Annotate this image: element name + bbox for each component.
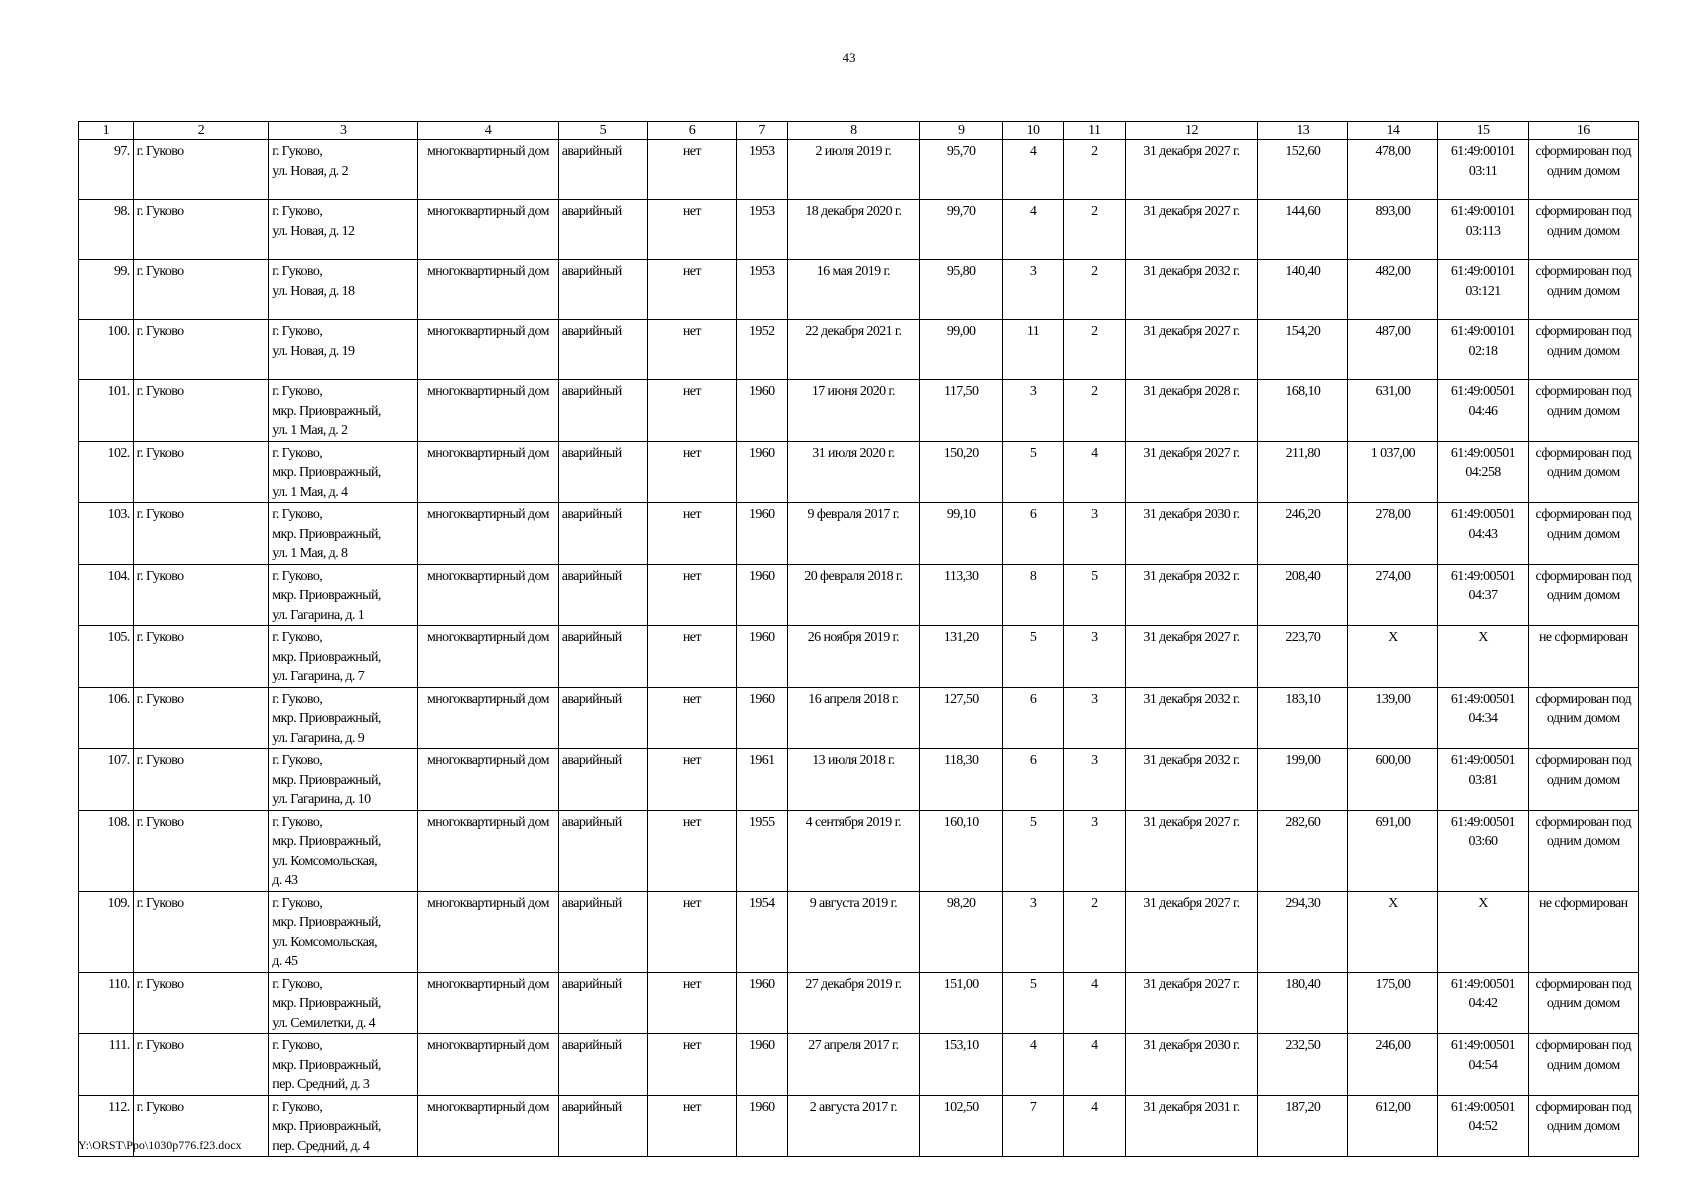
building-type-cell: многоквартирный дом (418, 320, 559, 380)
page-number: 43 (842, 50, 856, 65)
recognition-date-cell: 13 июля 2018 г. (787, 749, 920, 811)
deadline-cell: 31 декабря 2027 г. (1125, 441, 1258, 503)
table-row (79, 564, 1639, 626)
table-row (79, 1034, 1639, 1096)
column-header: 10 (1003, 122, 1064, 140)
address-cell: г. Гуково, мкр. Приовражный, ул. Гагарина, д. 10 (269, 749, 418, 811)
condition-cell: аварийный (558, 200, 647, 260)
col14-cell: 893,00 (1348, 200, 1438, 260)
condition-cell: аварийный (558, 810, 647, 891)
deadline-cell: 31 декабря 2030 г. (1125, 503, 1258, 565)
col14-cell: 139,00 (1348, 687, 1438, 749)
city-cell: г. Гуково (133, 503, 269, 565)
building-type-cell: многоквартирный дом (418, 749, 559, 811)
table-row (79, 972, 1639, 1034)
col9-cell: 150,20 (920, 441, 1003, 503)
col11-cell: 3 (1063, 503, 1125, 565)
row-number: 106. (79, 687, 134, 749)
col10-cell: 4 (1003, 200, 1064, 260)
table-row (79, 503, 1639, 565)
deadline-cell: 31 декабря 2027 г. (1125, 810, 1258, 891)
col14-cell: 478,00 (1348, 140, 1438, 200)
col11-cell: 4 (1063, 441, 1125, 503)
row-number: 105. (79, 626, 134, 688)
cadastral-number-cell: 61:49:00501 04:258 (1438, 441, 1528, 503)
address-cell: г. Гуково, ул. Новая, д. 19 (269, 320, 418, 380)
col14-cell: 600,00 (1348, 749, 1438, 811)
row-number: 110. (79, 972, 134, 1034)
table-row (79, 749, 1639, 811)
city-cell: г. Гуково (133, 1095, 269, 1157)
cadastral-number-cell: 61:49:00501 04:34 (1438, 687, 1528, 749)
year-cell: 1960 (736, 687, 787, 749)
city-cell: г. Гуково (133, 140, 269, 200)
land-status-cell: сформирован под одним домом (1528, 320, 1638, 380)
col10-cell: 7 (1003, 1095, 1064, 1157)
col6-cell: нет (647, 1095, 736, 1157)
col9-cell: 95,70 (920, 140, 1003, 200)
col14-cell: 246,00 (1348, 1034, 1438, 1096)
col10-cell: 11 (1003, 320, 1064, 380)
col10-cell: 4 (1003, 1034, 1064, 1096)
col6-cell: нет (647, 626, 736, 688)
column-header: 2 (133, 122, 269, 140)
row-number: 109. (79, 891, 134, 972)
col11-cell: 2 (1063, 380, 1125, 442)
row-number: 103. (79, 503, 134, 565)
recognition-date-cell: 2 июля 2019 г. (787, 140, 920, 200)
land-status-cell: не сформирован (1528, 891, 1638, 972)
cadastral-number-cell: 61:49:00501 04:37 (1438, 564, 1528, 626)
col11-cell: 2 (1063, 320, 1125, 380)
col10-cell: 3 (1003, 380, 1064, 442)
col9-cell: 95,80 (920, 260, 1003, 320)
col11-cell: 3 (1063, 810, 1125, 891)
condition-cell: аварийный (558, 503, 647, 565)
col11-cell: 2 (1063, 140, 1125, 200)
table-row (79, 140, 1639, 200)
col9-cell: 127,50 (920, 687, 1003, 749)
building-type-cell: многоквартирный дом (418, 503, 559, 565)
building-type-cell: многоквартирный дом (418, 564, 559, 626)
recognition-date-cell: 26 ноября 2019 г. (787, 626, 920, 688)
col14-cell: 631,00 (1348, 380, 1438, 442)
building-type-cell: многоквартирный дом (418, 891, 559, 972)
deadline-cell: 31 декабря 2032 г. (1125, 564, 1258, 626)
condition-cell: аварийный (558, 749, 647, 811)
land-status-cell: сформирован под одним домом (1528, 140, 1638, 200)
table-row (79, 200, 1639, 260)
city-cell: г. Гуково (133, 749, 269, 811)
city-cell: г. Гуково (133, 810, 269, 891)
footer-file-path: Y:\ORST\Ppo\1030p776.f23.docx (78, 1138, 242, 1152)
col14-cell: 278,00 (1348, 503, 1438, 565)
address-cell: г. Гуково, мкр. Приовражный, ул. 1 Мая, д. 8 (269, 503, 418, 565)
land-status-cell: сформирован под одним домом (1528, 380, 1638, 442)
address-cell: г. Гуково, мкр. Приовражный, ул. Комсомольская, д. 43 (269, 810, 418, 891)
city-cell: г. Гуково (133, 200, 269, 260)
year-cell: 1953 (736, 140, 787, 200)
address-cell: г. Гуково, мкр. Приовражный, ул. Семилетки, д. 4 (269, 972, 418, 1034)
year-cell: 1960 (736, 503, 787, 565)
cadastral-number-cell: 61:49:00501 04:43 (1438, 503, 1528, 565)
year-cell: 1955 (736, 810, 787, 891)
city-cell: г. Гуково (133, 972, 269, 1034)
condition-cell: аварийный (558, 564, 647, 626)
city-cell: г. Гуково (133, 891, 269, 972)
building-type-cell: многоквартирный дом (418, 810, 559, 891)
building-type-cell: многоквартирный дом (418, 626, 559, 688)
col14-cell: 482,00 (1348, 260, 1438, 320)
cadastral-number-cell: 61:49:00101 03:121 (1438, 260, 1528, 320)
land-status-cell: сформирован под одним домом (1528, 810, 1638, 891)
col6-cell: нет (647, 380, 736, 442)
column-header: 1 (79, 122, 134, 140)
col9-cell: 118,30 (920, 749, 1003, 811)
recognition-date-cell: 20 февраля 2018 г. (787, 564, 920, 626)
col9-cell: 160,10 (920, 810, 1003, 891)
deadline-cell: 31 декабря 2027 г. (1125, 320, 1258, 380)
column-header: 9 (920, 122, 1003, 140)
building-type-cell: многоквартирный дом (418, 972, 559, 1034)
year-cell: 1960 (736, 1034, 787, 1096)
column-header: 11 (1063, 122, 1125, 140)
row-number: 104. (79, 564, 134, 626)
row-number: 101. (79, 380, 134, 442)
col13-cell: 183,10 (1258, 687, 1348, 749)
col11-cell: 4 (1063, 1034, 1125, 1096)
condition-cell: аварийный (558, 320, 647, 380)
row-number: 111. (79, 1034, 134, 1096)
address-cell: г. Гуково, ул. Новая, д. 18 (269, 260, 418, 320)
column-header: 15 (1438, 122, 1528, 140)
cadastral-number-cell: X (1438, 891, 1528, 972)
col6-cell: нет (647, 320, 736, 380)
year-cell: 1953 (736, 260, 787, 320)
col14-cell: 691,00 (1348, 810, 1438, 891)
land-status-cell: не сформирован (1528, 626, 1638, 688)
col14-cell: 1 037,00 (1348, 441, 1438, 503)
cadastral-number-cell: 61:49:00501 04:54 (1438, 1034, 1528, 1096)
cadastral-number-cell: 61:49:00101 02:18 (1438, 320, 1528, 380)
col13-cell: 282,60 (1258, 810, 1348, 891)
land-status-cell: сформирован под одним домом (1528, 441, 1638, 503)
col13-cell: 180,40 (1258, 972, 1348, 1034)
col14-cell: 612,00 (1348, 1095, 1438, 1157)
col10-cell: 5 (1003, 810, 1064, 891)
building-type-cell: многоквартирный дом (418, 380, 559, 442)
recognition-date-cell: 22 декабря 2021 г. (787, 320, 920, 380)
col13-cell: 294,30 (1258, 891, 1348, 972)
cadastral-number-cell: 61:49:00101 03:113 (1438, 200, 1528, 260)
address-cell: г. Гуково, мкр. Приовражный, пер. Средний, д. 4 (269, 1095, 418, 1157)
recognition-date-cell: 27 декабря 2019 г. (787, 972, 920, 1034)
recognition-date-cell: 17 июня 2020 г. (787, 380, 920, 442)
col6-cell: нет (647, 441, 736, 503)
col10-cell: 5 (1003, 972, 1064, 1034)
land-status-cell: сформирован под одним домом (1528, 260, 1638, 320)
col13-cell: 211,80 (1258, 441, 1348, 503)
row-number: 97. (79, 140, 134, 200)
col13-cell: 232,50 (1258, 1034, 1348, 1096)
condition-cell: аварийный (558, 140, 647, 200)
address-cell: г. Гуково, мкр. Приовражный, ул. Гагарина, д. 9 (269, 687, 418, 749)
cadastral-number-cell: 61:49:00501 04:46 (1438, 380, 1528, 442)
column-header: 14 (1348, 122, 1438, 140)
column-header: 7 (736, 122, 787, 140)
address-cell: г. Гуково, мкр. Приовражный, ул. 1 Мая, д. 2 (269, 380, 418, 442)
deadline-cell: 31 декабря 2028 г. (1125, 380, 1258, 442)
col10-cell: 3 (1003, 891, 1064, 972)
deadline-cell: 31 декабря 2032 г. (1125, 260, 1258, 320)
col6-cell: нет (647, 564, 736, 626)
column-header: 16 (1528, 122, 1638, 140)
deadline-cell: 31 декабря 2032 г. (1125, 687, 1258, 749)
housing-registry-table (78, 121, 1639, 1157)
col11-cell: 4 (1063, 1095, 1125, 1157)
col11-cell: 5 (1063, 564, 1125, 626)
deadline-cell: 31 декабря 2027 г. (1125, 972, 1258, 1034)
building-type-cell: многоквартирный дом (418, 200, 559, 260)
col11-cell: 2 (1063, 200, 1125, 260)
deadline-cell: 31 декабря 2027 г. (1125, 626, 1258, 688)
col9-cell: 153,10 (920, 1034, 1003, 1096)
col14-cell: 274,00 (1348, 564, 1438, 626)
column-header: 6 (647, 122, 736, 140)
address-cell: г. Гуково, мкр. Приовражный, ул. Комсомольская, д. 45 (269, 891, 418, 972)
col14-cell: X (1348, 891, 1438, 972)
deadline-cell: 31 декабря 2030 г. (1125, 1034, 1258, 1096)
col6-cell: нет (647, 260, 736, 320)
col13-cell: 187,20 (1258, 1095, 1348, 1157)
condition-cell: аварийный (558, 1095, 647, 1157)
land-status-cell: сформирован под одним домом (1528, 200, 1638, 260)
year-cell: 1954 (736, 891, 787, 972)
col14-cell: 175,00 (1348, 972, 1438, 1034)
cadastral-number-cell: 61:49:00101 03:11 (1438, 140, 1528, 200)
condition-cell: аварийный (558, 380, 647, 442)
condition-cell: аварийный (558, 687, 647, 749)
column-header: 13 (1258, 122, 1348, 140)
col6-cell: нет (647, 810, 736, 891)
deadline-cell: 31 декабря 2032 г. (1125, 749, 1258, 811)
col11-cell: 3 (1063, 626, 1125, 688)
col10-cell: 3 (1003, 260, 1064, 320)
col11-cell: 2 (1063, 260, 1125, 320)
col6-cell: нет (647, 503, 736, 565)
building-type-cell: многоквартирный дом (418, 140, 559, 200)
condition-cell: аварийный (558, 972, 647, 1034)
year-cell: 1953 (736, 200, 787, 260)
building-type-cell: многоквартирный дом (418, 1034, 559, 1096)
land-status-cell: сформирован под одним домом (1528, 749, 1638, 811)
table-row (79, 1095, 1639, 1157)
col9-cell: 131,20 (920, 626, 1003, 688)
col9-cell: 99,10 (920, 503, 1003, 565)
city-cell: г. Гуково (133, 687, 269, 749)
city-cell: г. Гуково (133, 260, 269, 320)
col13-cell: 154,20 (1258, 320, 1348, 380)
col9-cell: 98,20 (920, 891, 1003, 972)
row-number: 112. (79, 1095, 134, 1157)
land-status-cell: сформирован под одним домом (1528, 1034, 1638, 1096)
table-row (79, 320, 1639, 380)
col9-cell: 117,50 (920, 380, 1003, 442)
city-cell: г. Гуково (133, 441, 269, 503)
row-number: 98. (79, 200, 134, 260)
year-cell: 1960 (736, 380, 787, 442)
row-number: 108. (79, 810, 134, 891)
col9-cell: 113,30 (920, 564, 1003, 626)
recognition-date-cell: 2 августа 2017 г. (787, 1095, 920, 1157)
col10-cell: 5 (1003, 441, 1064, 503)
year-cell: 1960 (736, 441, 787, 503)
col11-cell: 3 (1063, 749, 1125, 811)
deadline-cell: 31 декабря 2031 г. (1125, 1095, 1258, 1157)
city-cell: г. Гуково (133, 626, 269, 688)
recognition-date-cell: 4 сентября 2019 г. (787, 810, 920, 891)
col13-cell: 152,60 (1258, 140, 1348, 200)
col14-cell: X (1348, 626, 1438, 688)
column-header: 12 (1125, 122, 1258, 140)
land-status-cell: сформирован под одним домом (1528, 503, 1638, 565)
table-row (79, 380, 1639, 442)
col14-cell: 487,00 (1348, 320, 1438, 380)
col6-cell: нет (647, 140, 736, 200)
col13-cell: 223,70 (1258, 626, 1348, 688)
col11-cell: 4 (1063, 972, 1125, 1034)
city-cell: г. Гуково (133, 320, 269, 380)
col10-cell: 5 (1003, 626, 1064, 688)
city-cell: г. Гуково (133, 380, 269, 442)
year-cell: 1960 (736, 972, 787, 1034)
address-cell: г. Гуково, ул. Новая, д. 2 (269, 140, 418, 200)
year-cell: 1952 (736, 320, 787, 380)
row-number: 100. (79, 320, 134, 380)
land-status-cell: сформирован под одним домом (1528, 687, 1638, 749)
recognition-date-cell: 9 августа 2019 г. (787, 891, 920, 972)
cadastral-number-cell: 61:49:00501 03:60 (1438, 810, 1528, 891)
col6-cell: нет (647, 687, 736, 749)
recognition-date-cell: 27 апреля 2017 г. (787, 1034, 920, 1096)
city-cell: г. Гуково (133, 1034, 269, 1096)
condition-cell: аварийный (558, 1034, 647, 1096)
col11-cell: 3 (1063, 687, 1125, 749)
col9-cell: 151,00 (920, 972, 1003, 1034)
year-cell: 1961 (736, 749, 787, 811)
land-status-cell: сформирован под одним домом (1528, 972, 1638, 1034)
address-cell: г. Гуково, мкр. Приовражный, ул. 1 Мая, д. 4 (269, 441, 418, 503)
column-header: 8 (787, 122, 920, 140)
table-row (79, 687, 1639, 749)
column-header: 5 (558, 122, 647, 140)
col13-cell: 144,60 (1258, 200, 1348, 260)
condition-cell: аварийный (558, 626, 647, 688)
col6-cell: нет (647, 972, 736, 1034)
col13-cell: 246,20 (1258, 503, 1348, 565)
table-row (79, 626, 1639, 688)
building-type-cell: многоквартирный дом (418, 260, 559, 320)
address-cell: г. Гуково, мкр. Приовражный, пер. Средний, д. 3 (269, 1034, 418, 1096)
building-type-cell: многоквартирный дом (418, 687, 559, 749)
col9-cell: 102,50 (920, 1095, 1003, 1157)
row-number: 102. (79, 441, 134, 503)
col6-cell: нет (647, 891, 736, 972)
year-cell: 1960 (736, 1095, 787, 1157)
land-status-cell: сформирован под одним домом (1528, 1095, 1638, 1157)
col13-cell: 168,10 (1258, 380, 1348, 442)
cadastral-number-cell: X (1438, 626, 1528, 688)
col10-cell: 6 (1003, 687, 1064, 749)
col10-cell: 4 (1003, 140, 1064, 200)
col6-cell: нет (647, 1034, 736, 1096)
column-header: 4 (418, 122, 559, 140)
col9-cell: 99,70 (920, 200, 1003, 260)
recognition-date-cell: 16 апреля 2018 г. (787, 687, 920, 749)
condition-cell: аварийный (558, 441, 647, 503)
address-cell: г. Гуково, ул. Новая, д. 12 (269, 200, 418, 260)
building-type-cell: многоквартирный дом (418, 441, 559, 503)
col11-cell: 2 (1063, 891, 1125, 972)
recognition-date-cell: 31 июля 2020 г. (787, 441, 920, 503)
col9-cell: 99,00 (920, 320, 1003, 380)
table-row (79, 260, 1639, 320)
cadastral-number-cell: 61:49:00501 04:42 (1438, 972, 1528, 1034)
table-row (79, 441, 1639, 503)
column-header: 3 (269, 122, 418, 140)
col10-cell: 8 (1003, 564, 1064, 626)
condition-cell: аварийный (558, 260, 647, 320)
deadline-cell: 31 декабря 2027 г. (1125, 200, 1258, 260)
cadastral-number-cell: 61:49:00501 03:81 (1438, 749, 1528, 811)
col6-cell: нет (647, 749, 736, 811)
col13-cell: 140,40 (1258, 260, 1348, 320)
year-cell: 1960 (736, 626, 787, 688)
col6-cell: нет (647, 200, 736, 260)
col10-cell: 6 (1003, 749, 1064, 811)
table-body (79, 140, 1639, 1157)
row-number: 107. (79, 749, 134, 811)
header-row (79, 122, 1639, 140)
deadline-cell: 31 декабря 2027 г. (1125, 140, 1258, 200)
city-cell: г. Гуково (133, 564, 269, 626)
recognition-date-cell: 16 мая 2019 г. (787, 260, 920, 320)
table-row (79, 810, 1639, 891)
condition-cell: аварийный (558, 891, 647, 972)
address-cell: г. Гуково, мкр. Приовражный, ул. Гагарина, д. 1 (269, 564, 418, 626)
table-row (79, 891, 1639, 972)
cadastral-number-cell: 61:49:00501 04:52 (1438, 1095, 1528, 1157)
recognition-date-cell: 9 февраля 2017 г. (787, 503, 920, 565)
building-type-cell: многоквартирный дом (418, 1095, 559, 1157)
year-cell: 1960 (736, 564, 787, 626)
row-number: 99. (79, 260, 134, 320)
col10-cell: 6 (1003, 503, 1064, 565)
col13-cell: 208,40 (1258, 564, 1348, 626)
land-status-cell: сформирован под одним домом (1528, 564, 1638, 626)
recognition-date-cell: 18 декабря 2020 г. (787, 200, 920, 260)
col13-cell: 199,00 (1258, 749, 1348, 811)
deadline-cell: 31 декабря 2027 г. (1125, 891, 1258, 972)
address-cell: г. Гуково, мкр. Приовражный, ул. Гагарина, д. 7 (269, 626, 418, 688)
